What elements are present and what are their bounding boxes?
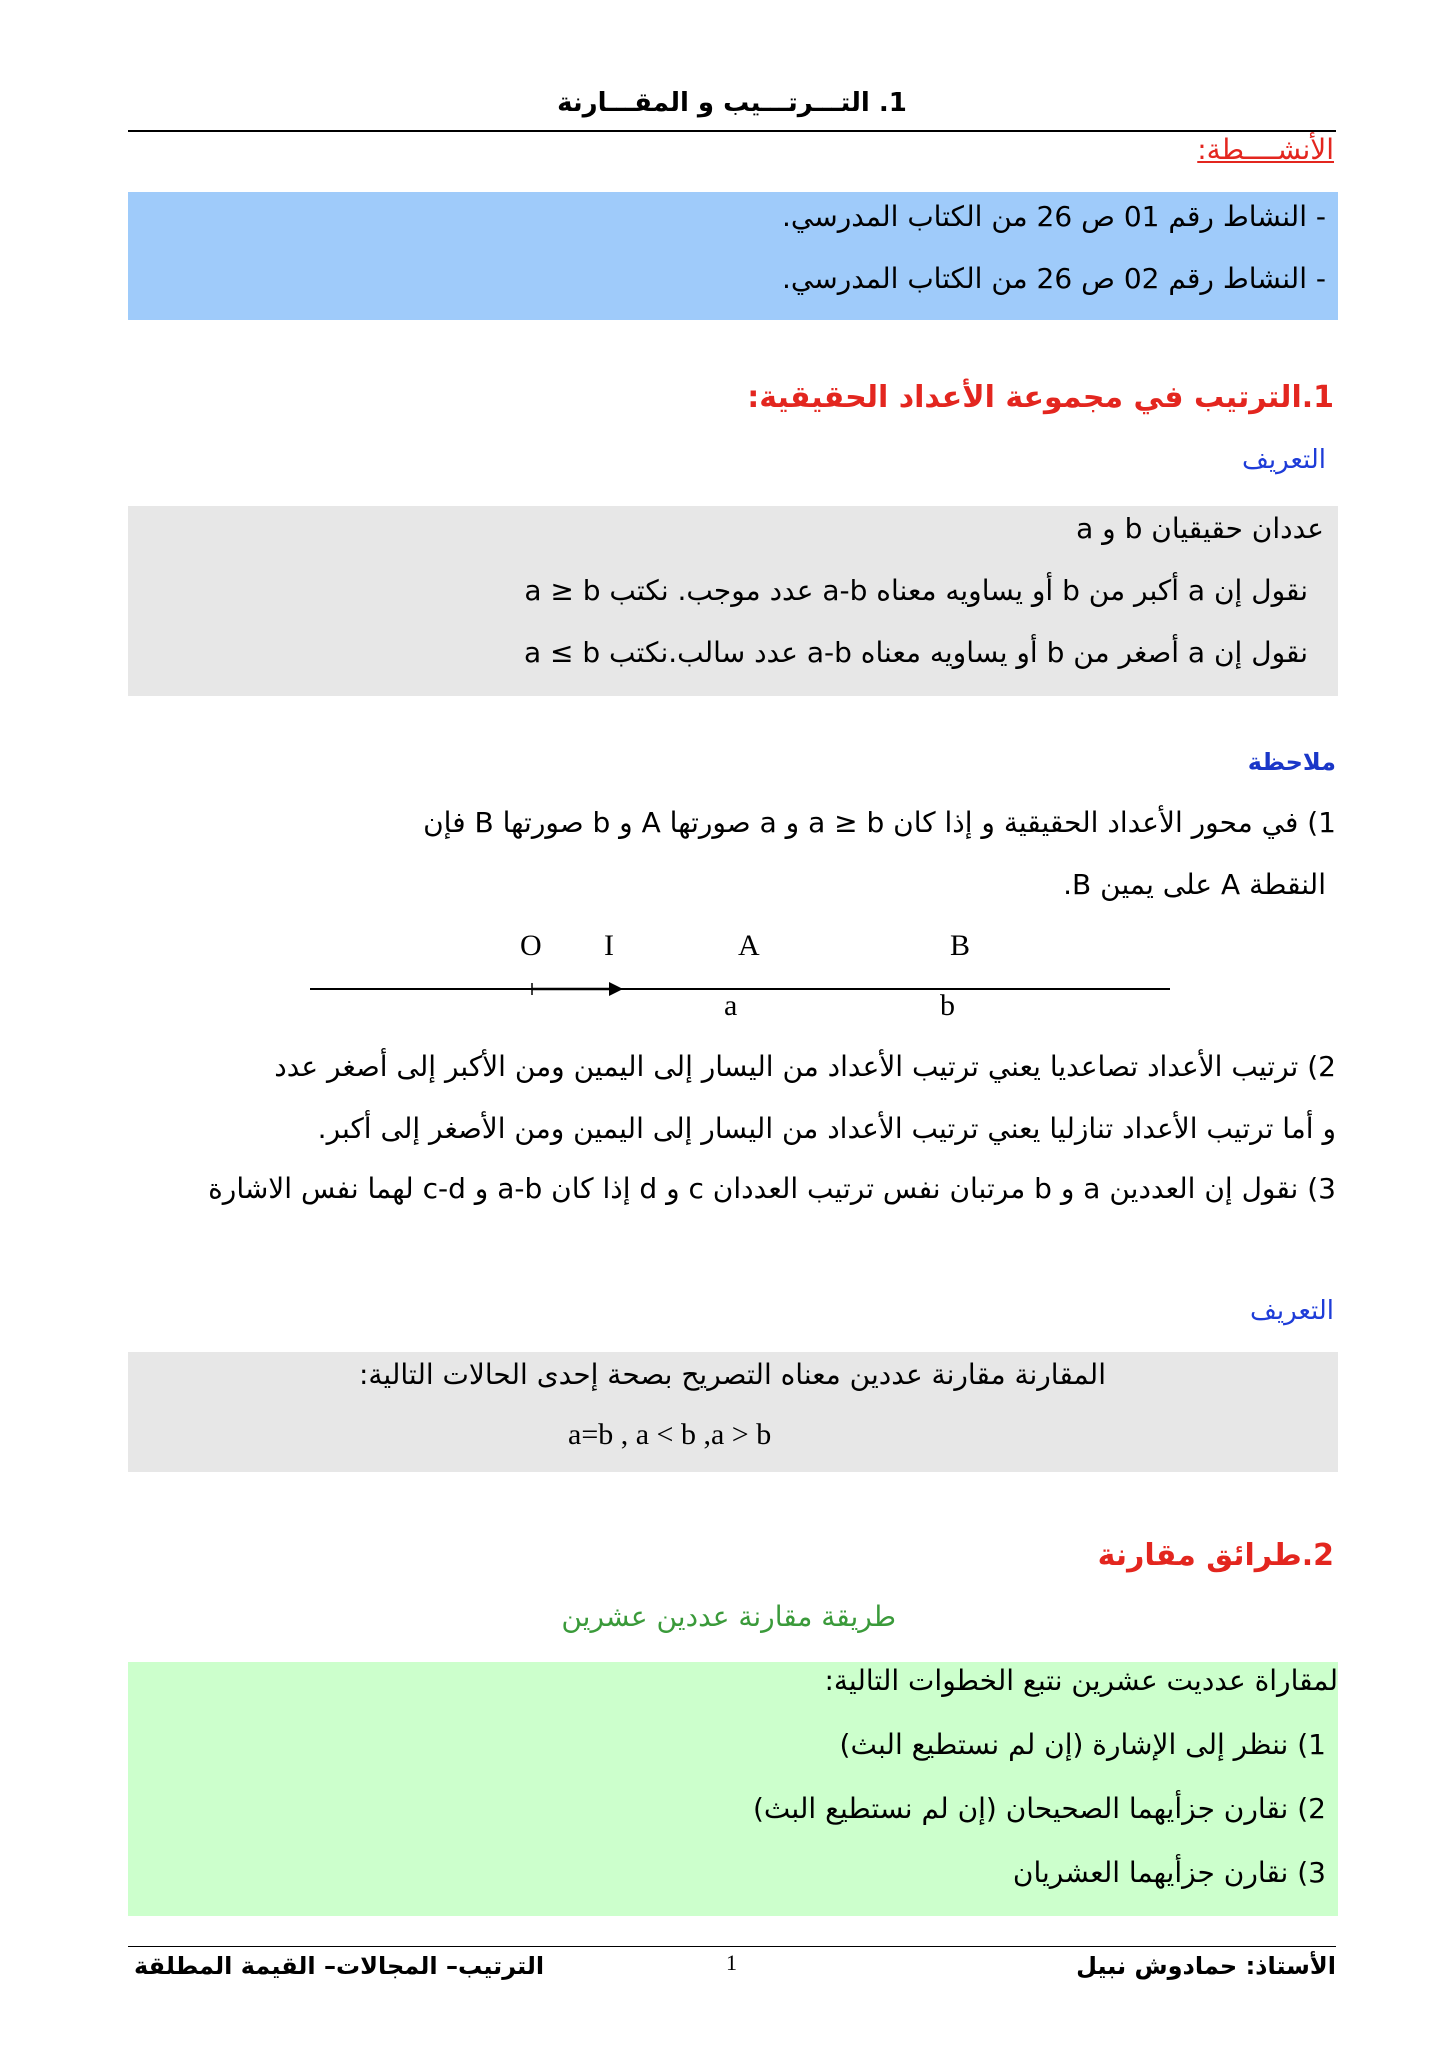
note-label: ملاحظة	[1247, 748, 1336, 776]
definition2-line-2: a=b , a < b ,a > b	[568, 1418, 772, 1451]
steps-box	[128, 1662, 1338, 1916]
page-header-title: 1. التـــرتـــيب و المقـــارنة	[557, 88, 907, 118]
definition2-box	[128, 1352, 1338, 1472]
section1-title: 1.الترتيب في مجموعة الأعداد الحقيقية:	[747, 380, 1334, 415]
activity-item: - النشاط رقم 02 ص 26 من الكتاب المدرسي.	[782, 262, 1326, 295]
axis-point-I: I	[604, 929, 614, 962]
step-item: 1) ننظر إلى الإشارة (إن لم نستطيع البث)	[839, 1728, 1326, 1761]
header-rule	[128, 130, 1336, 132]
definition-box	[128, 506, 1338, 696]
section2-subtitle: طريقة مقارنة عددين عشرين	[561, 1600, 896, 1633]
note-line-5: 3) نقول إن العددين a و b مرتبان نفس ترتيب العددان c و d إذا كان a-b و c-d لهما نفس الاشارة	[208, 1172, 1336, 1205]
axis-point-A: A	[738, 929, 760, 962]
step-item: 2) نقارن جزأيهما الصحيحان (إن لم نستطيع البث)	[752, 1792, 1326, 1825]
activity-item: - النشاط رقم 01 ص 26 من الكتاب المدرسي.	[782, 200, 1326, 233]
definition2-line-1: المقارنة مقارنة عددين معناه التصريح بصحة إحدى الحالات التالية:	[358, 1358, 1106, 1391]
activities-heading: الأنشــــطة:	[1197, 133, 1334, 166]
axis-value-b: b	[940, 989, 955, 1022]
footer-page-number: 1	[726, 1950, 737, 1975]
definition-line: نقول إن a أصغر من b أو يساويه معناه a-b عدد سالب.نكتب a ≤ b	[523, 636, 1308, 669]
note-line-3: 2) ترتيب الأعداد تصاعديا يعني ترتيب الأعداد من اليسار إلى اليمين ومن الأكبر إلى أصغر عدد	[274, 1050, 1336, 1083]
number-axis	[310, 925, 1170, 1025]
footer-author: الأستاذ: حمادوش نبيل	[1076, 1952, 1336, 1980]
step-item: 3) نقارن جزأيهما العشريان	[1012, 1856, 1326, 1889]
note-line-4: و أما ترتيب الأعداد تنازليا يعني ترتيب الأعداد من اليسار إلى اليمين ومن الأصغر إلى أكبر.	[317, 1112, 1336, 1145]
axis-value-a: a	[724, 989, 738, 1022]
unit-arrow-head	[609, 982, 623, 996]
definition-line: a و b عددان حقيقيان	[1076, 512, 1324, 545]
definition-label: التعريف	[1241, 445, 1326, 475]
definition2-label: التعريف	[1249, 1296, 1334, 1326]
steps-intro: لمقاراة عدديت عشرين نتبع الخطوات التالية:	[824, 1664, 1338, 1697]
footer-topic: الترتيب– المجالات– القيمة المطلقة	[134, 1952, 545, 1980]
axis-point-B: B	[950, 929, 971, 962]
section2-title: 2.طرائق مقارنة	[1097, 1538, 1334, 1573]
axis-point-O: O	[520, 929, 542, 962]
note-line-1: 1) في محور الأعداد الحقيقية و إذا كان a ≥ b و a صورتها A و b صورتها B فإن	[423, 806, 1336, 839]
activities-box	[128, 192, 1338, 320]
definition-line: نقول إن a أكبر من b أو يساويه معناه a-b عدد موجب. نكتب a ≥ b	[524, 574, 1308, 607]
note-line-2: النقطة A على يمين B.	[1063, 868, 1326, 901]
footer-rule	[128, 1946, 1336, 1947]
